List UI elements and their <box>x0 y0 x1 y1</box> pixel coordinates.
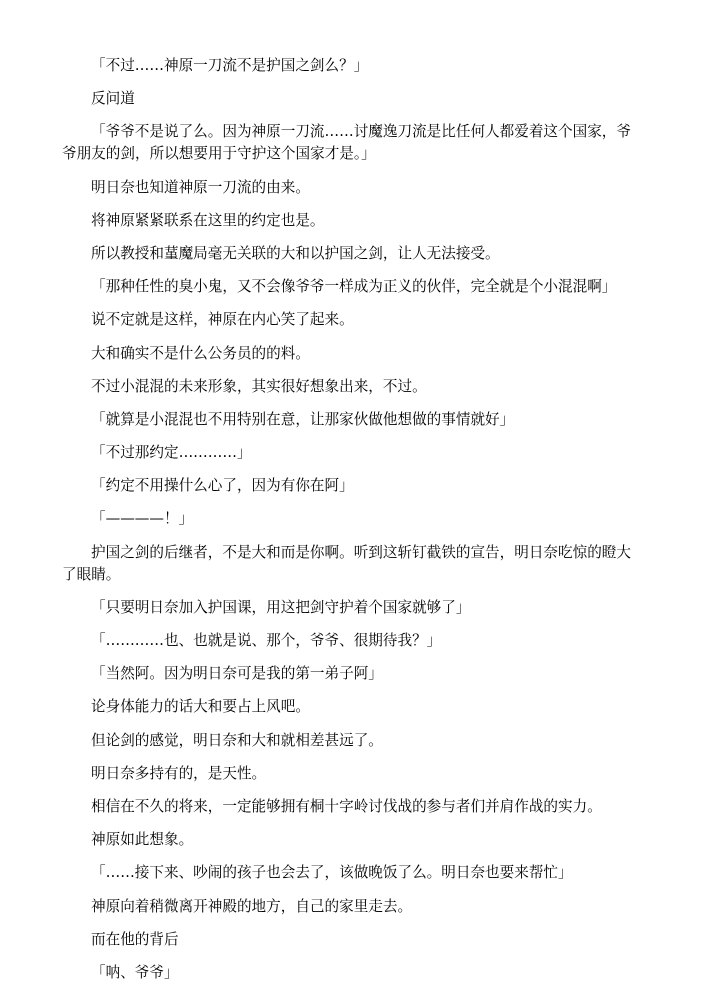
paragraph: 「爷爷不是说了么。因为神原一刀流……讨魔逸刀流是比任何人都爱着这个国家，爷爷朋友的剑，所以想要用于守护这个国家才是。」 <box>62 123 631 163</box>
paragraph: 不过小混混的未来形象，其实很好想象出来，不过。 <box>91 377 427 395</box>
paragraph: 论身体能力的话大和要占上风吧。 <box>91 698 310 716</box>
paragraph: 反问道 <box>91 90 135 108</box>
paragraph: 明日奈也知道神原一刀流的由来。 <box>91 178 310 196</box>
paragraph: 「————！」 <box>91 510 194 528</box>
paragraph: 大和确实不是什么公务员的的料。 <box>91 344 310 362</box>
paragraph: 「不过……神原一刀流不是护国之剑么？」 <box>91 57 369 74</box>
paragraph: 「不过那约定…………」 <box>91 444 252 462</box>
paragraph: 明日奈多持有的，是天性。 <box>91 764 267 782</box>
paragraph: 而在他的背后 <box>91 930 179 948</box>
paragraph: 所以教授和蓳魔局毫无关联的大和以护国之剑，让人无法接受。 <box>91 244 500 262</box>
paragraph: 相信在不久的将来，一定能够拥有桐十字岭讨伐战的参与者们并肩作战的实力。 <box>91 797 602 815</box>
paragraph: 护国之剑的后继者，不是大和而是你啊。听到这斩钉截铁的宣告，明日奈吃惊的瞪大了眼睛。 <box>62 543 631 583</box>
paragraph: 「那种任性的臭小鬼，又不会像爷爷一样成为正义的伙伴，完全就是个小混混啊」 <box>91 278 617 296</box>
paragraph: 神原向着稍微离开神殿的地方，自己的家里走去。 <box>91 897 413 915</box>
paragraph: 「约定不用操什么心了，因为有你在阿」 <box>91 477 354 495</box>
paragraph: 「就算是小混混也不用特别在意，让那家伙做他想做的事情就好」 <box>91 410 515 428</box>
paragraph: 但论剑的感觉，明日奈和大和就相差甚远了。 <box>91 731 383 749</box>
paragraph: 「当然阿。因为明日奈可是我的第一弟子阿」 <box>91 665 383 683</box>
paragraph: 「…………也、也就是说、那个，爷爷、很期待我？」 <box>91 632 442 649</box>
paragraph: 「呐、爷爷」 <box>91 963 179 981</box>
paragraph: 神原如此想象。 <box>91 831 194 849</box>
paragraph: 「只要明日奈加入护国课，用这把剑守护着个国家就够了」 <box>91 598 471 616</box>
paragraph: 说不定就是这样，神原在内心笑了起来。 <box>91 311 354 329</box>
paragraph: 将神原紧紧联系在这里的约定也是。 <box>91 211 325 229</box>
paragraph: 「……接下来、吵闹的孩子也会去了，该做晚饭了么。明日奈也要来帮忙」 <box>91 864 573 882</box>
